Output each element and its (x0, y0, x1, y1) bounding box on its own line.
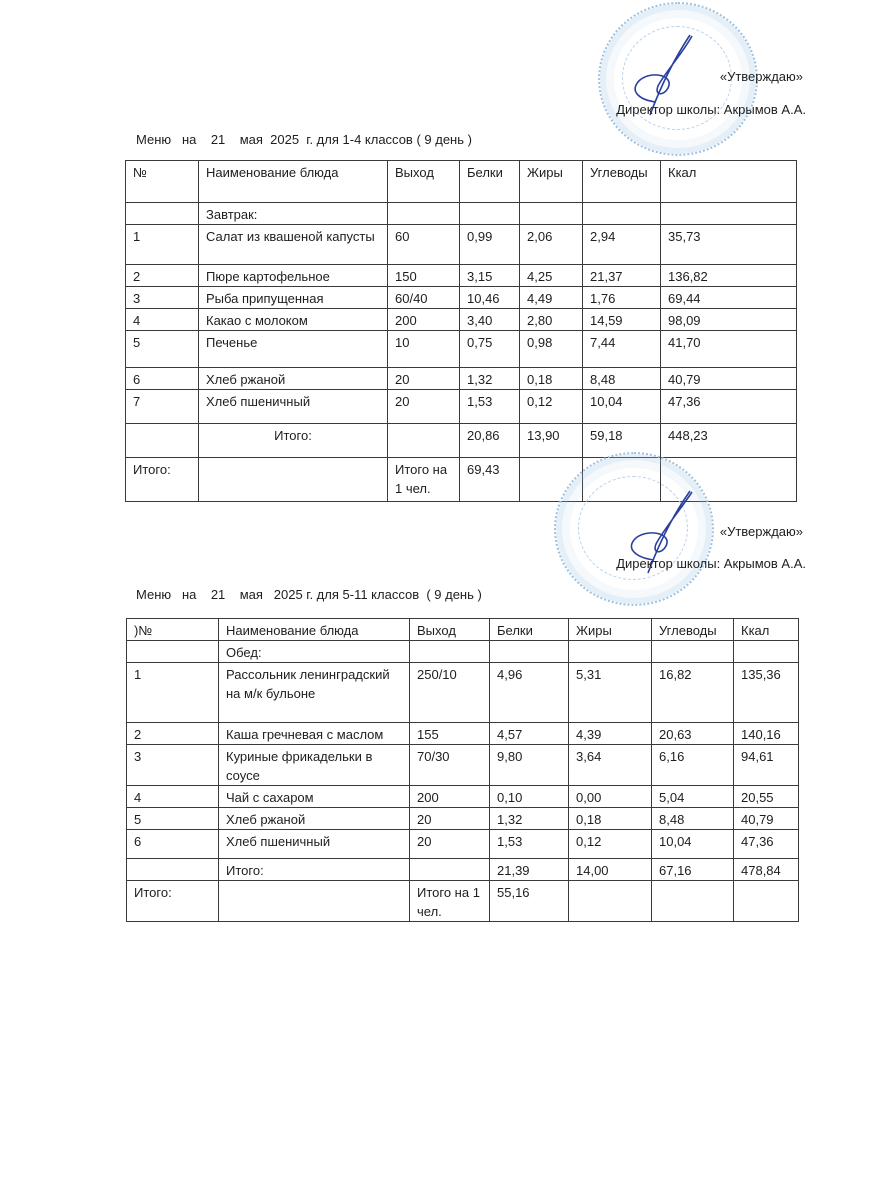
dish-fat: 5,31 (569, 663, 652, 723)
dish-output: 150 (388, 265, 460, 287)
row-number: 1 (126, 225, 199, 265)
subtotal-kcal: 448,23 (661, 424, 797, 458)
dish-name: Куриные фрикадельки в соусе (219, 745, 410, 786)
dish-name: Какао с молоком (199, 309, 388, 331)
dish-kcal: 40,79 (661, 368, 797, 390)
menu-title: Меню на 21 мая 2025 г. для 1-4 классов ( 9 день ) (136, 132, 472, 147)
dish-protein: 0,75 (460, 331, 520, 368)
header-dish-name: Наименование блюда (199, 161, 388, 203)
dish-kcal: 98,09 (661, 309, 797, 331)
dish-fat: 0,18 (520, 368, 583, 390)
dish-protein: 1,53 (490, 830, 569, 859)
dish-kcal: 94,61 (734, 745, 799, 786)
dish-kcal: 69,44 (661, 287, 797, 309)
subtotal-protein: 21,39 (490, 859, 569, 881)
dish-kcal: 135,36 (734, 663, 799, 723)
dish-carbs: 6,16 (652, 745, 734, 786)
dish-kcal: 41,70 (661, 331, 797, 368)
dish-output: 20 (410, 830, 490, 859)
dish-protein: 4,96 (490, 663, 569, 723)
dish-carbs: 2,94 (583, 225, 661, 265)
dish-output: 200 (410, 786, 490, 808)
dish-protein: 3,40 (460, 309, 520, 331)
dish-output: 155 (410, 723, 490, 745)
dish-fat: 0,00 (569, 786, 652, 808)
table-row (126, 390, 797, 424)
dish-name: Печенье (199, 331, 388, 368)
dish-protein: 1,32 (490, 808, 569, 830)
approve-label: «Утверждаю» (719, 69, 803, 84)
dish-name: Пюре картофельное (199, 265, 388, 287)
dish-fat: 4,49 (520, 287, 583, 309)
table-header-row (126, 161, 797, 203)
dish-name: Рассольник ленинградский на м/к бульоне (219, 663, 410, 723)
dish-kcal: 40,79 (734, 808, 799, 830)
row-number: 3 (127, 745, 219, 786)
dish-protein: 10,46 (460, 287, 520, 309)
subtotal-carbs: 67,16 (652, 859, 734, 881)
meal-label: Завтрак: (199, 203, 388, 225)
subtotal-label: Итого: (199, 424, 388, 458)
menu-table-grades-1-4 (125, 160, 797, 502)
dish-name: Чай с сахаром (219, 786, 410, 808)
row-number: 6 (127, 830, 219, 859)
menu-title: Меню на 21 мая 2025 г. для 5-11 классов ( 9 день ) (136, 587, 482, 602)
dish-output: 20 (410, 808, 490, 830)
approve-label: «Утверждаю» (719, 524, 803, 539)
dish-protein: 0,99 (460, 225, 520, 265)
header-protein: Белки (490, 619, 569, 641)
dish-output: 20 (388, 368, 460, 390)
table-row (127, 808, 799, 830)
row-number: 5 (127, 808, 219, 830)
dish-kcal: 140,16 (734, 723, 799, 745)
meal-label-row (126, 203, 797, 225)
dish-carbs: 8,48 (583, 368, 661, 390)
table-row (127, 745, 799, 786)
header-kcal: Ккал (734, 619, 799, 641)
dish-protein: 9,80 (490, 745, 569, 786)
row-number: 4 (127, 786, 219, 808)
dish-carbs: 21,37 (583, 265, 661, 287)
dish-fat: 2,80 (520, 309, 583, 331)
table-row (126, 265, 797, 287)
dish-kcal: 35,73 (661, 225, 797, 265)
dish-name: Хлеб ржаной (199, 368, 388, 390)
header-output: Выход (388, 161, 460, 203)
dish-protein: 1,32 (460, 368, 520, 390)
dish-fat: 4,25 (520, 265, 583, 287)
dish-fat: 0,98 (520, 331, 583, 368)
dish-protein: 3,15 (460, 265, 520, 287)
dish-carbs: 10,04 (583, 390, 661, 424)
table-row (126, 225, 797, 265)
dish-protein: 4,57 (490, 723, 569, 745)
dish-carbs: 10,04 (652, 830, 734, 859)
dish-fat: 0,12 (520, 390, 583, 424)
table-row (127, 723, 799, 745)
per-person-value: 55,16 (490, 881, 569, 922)
dish-protein: 1,53 (460, 390, 520, 424)
table-row (127, 663, 799, 723)
dish-output: 200 (388, 309, 460, 331)
header-number: № (126, 161, 199, 203)
subtotal-label: Итого: (219, 859, 410, 881)
per-person-value: 69,43 (460, 458, 520, 502)
dish-output: 20 (388, 390, 460, 424)
row-number: 3 (126, 287, 199, 309)
header-kcal: Ккал (661, 161, 797, 203)
total-row (127, 881, 799, 922)
table-row (127, 830, 799, 859)
dish-carbs: 8,48 (652, 808, 734, 830)
dish-output: 60/40 (388, 287, 460, 309)
total-label: Итого: (127, 881, 219, 922)
table-row (126, 331, 797, 368)
per-person-label: Итого на 1 чел. (410, 881, 490, 922)
meal-label-row (127, 641, 799, 663)
row-number: 2 (127, 723, 219, 745)
director-signature-label: Директор школы: Акрымов А.А. (616, 556, 806, 571)
dish-carbs: 7,44 (583, 331, 661, 368)
dish-output: 70/30 (410, 745, 490, 786)
dish-name: Хлеб пшеничный (219, 830, 410, 859)
dish-carbs: 1,76 (583, 287, 661, 309)
header-fat: Жиры (569, 619, 652, 641)
table-row (126, 287, 797, 309)
per-person-label: Итого на 1 чел. (388, 458, 460, 502)
dish-kcal: 136,82 (661, 265, 797, 287)
header-protein: Белки (460, 161, 520, 203)
dish-name: Хлеб пшеничный (199, 390, 388, 424)
table-row (126, 309, 797, 331)
table-row (126, 368, 797, 390)
meal-label: Обед: (219, 641, 410, 663)
row-number: 2 (126, 265, 199, 287)
dish-output: 10 (388, 331, 460, 368)
dish-kcal: 47,36 (661, 390, 797, 424)
header-fat: Жиры (520, 161, 583, 203)
dish-name: Каша гречневая с маслом (219, 723, 410, 745)
dish-fat: 0,12 (569, 830, 652, 859)
row-number: 6 (126, 368, 199, 390)
subtotal-kcal: 478,84 (734, 859, 799, 881)
row-number: 5 (126, 331, 199, 368)
dish-protein: 0,10 (490, 786, 569, 808)
dish-name: Рыба припущенная (199, 287, 388, 309)
dish-kcal: 20,55 (734, 786, 799, 808)
dish-fat: 3,64 (569, 745, 652, 786)
total-label: Итого: (126, 458, 199, 502)
subtotal-row (126, 424, 797, 458)
dish-fat: 2,06 (520, 225, 583, 265)
dish-output: 250/10 (410, 663, 490, 723)
subtotal-protein: 20,86 (460, 424, 520, 458)
dish-name: Салат из квашеной капусты (199, 225, 388, 265)
dish-fat: 4,39 (569, 723, 652, 745)
director-signature-label: Директор школы: Акрымов А.А. (616, 102, 806, 117)
dish-kcal: 47,36 (734, 830, 799, 859)
dish-carbs: 20,63 (652, 723, 734, 745)
dish-fat: 0,18 (569, 808, 652, 830)
row-number: 1 (127, 663, 219, 723)
header-number: )№ (127, 619, 219, 641)
row-number: 4 (126, 309, 199, 331)
table-row (127, 786, 799, 808)
header-output: Выход (410, 619, 490, 641)
dish-carbs: 16,82 (652, 663, 734, 723)
dish-carbs: 14,59 (583, 309, 661, 331)
dish-name: Хлеб ржаной (219, 808, 410, 830)
table-header-row (127, 619, 799, 641)
menu-table-grades-5-11 (126, 618, 799, 922)
row-number: 7 (126, 390, 199, 424)
dish-output: 60 (388, 225, 460, 265)
dish-carbs: 5,04 (652, 786, 734, 808)
header-carbs: Углеводы (583, 161, 661, 203)
subtotal-carbs: 59,18 (583, 424, 661, 458)
header-carbs: Углеводы (652, 619, 734, 641)
subtotal-row (127, 859, 799, 881)
subtotal-fat: 14,00 (569, 859, 652, 881)
subtotal-fat: 13,90 (520, 424, 583, 458)
header-dish-name: Наименование блюда (219, 619, 410, 641)
